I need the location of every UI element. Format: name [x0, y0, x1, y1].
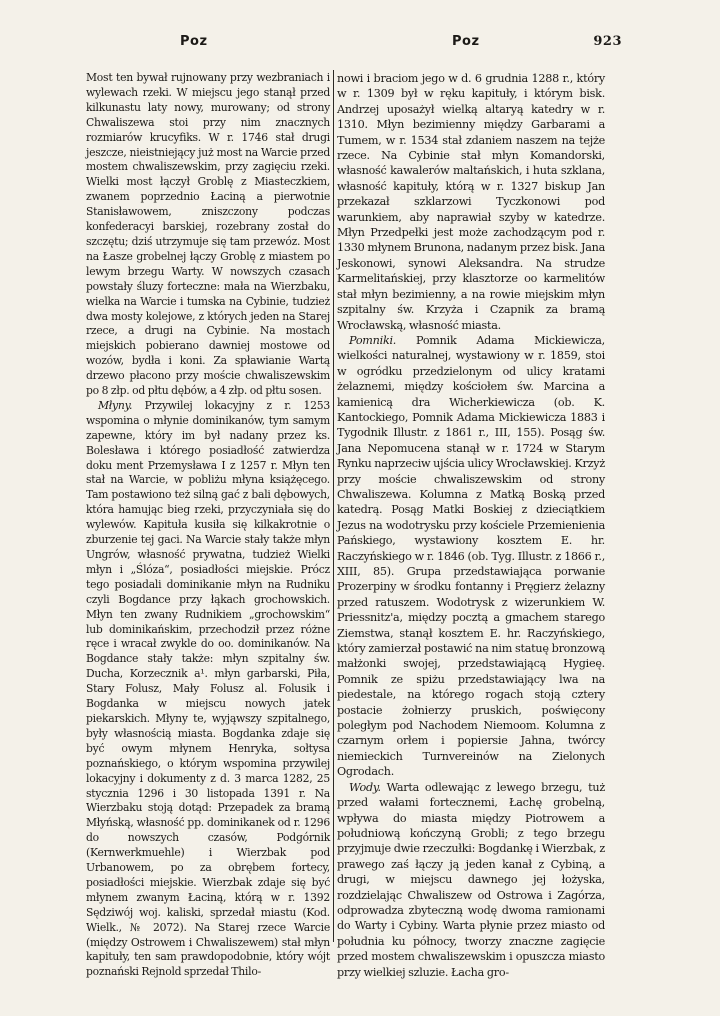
running-head-left: Poz	[180, 34, 208, 49]
paragraph-monuments	[337, 333, 605, 780]
paragraph-mills	[86, 399, 330, 980]
page-number: 923	[593, 34, 622, 49]
paragraph-waters	[337, 780, 605, 980]
section-label-monuments: Pomniki.	[349, 333, 397, 347]
right-column	[337, 71, 605, 980]
paragraph-mills-text: Przywilej lokacyjny z r. 1253 wspomina o młynie dominikanów, tym samym zapewne, który im był nadany przez ks. Bolesława i którego posiadłość zatwierdza doku ment Przemysława I z 1257 r. Młyn ten stał na Warcie, w pobliżu młyna książęcego. Tam postawiono też silną gać z bali dębowych, która hamując bieg rzeki, przyczyniała się do wylewów. Kapituła kusiła się kilkakrotnie o zburzenie tej gaci. Na Warcie stały także młyn Ungrów, własność prywatna, tudzież Wielki młyn i „Ślóza“, posiadłości miejskie. Prócz tego posiadali dominikanie młyn na Rudniku czyli Bogdance przy łąkach grochowskich. Młyn ten zwany Rudnikiem „grochowskim“ lub dominikańskim, przechodził przez różne ręce i wracał zwykle do oo. dominikanów. Na Bogdance stały także: młyn szpitalny św. Ducha, Korzecznik a¹. młyn garbarski, Piła, Stary Folusz, Mały Folusz al. Folusik i Bogdanka w miejscu nowych jatek piekarskich. Młyny te, wyjąwszy szpitalnego, były własnością miasta. Bogdanka zdaje się być owym młynem Henryka, sołtysa poznańskiego, o którym wspomina przywilej lokacyjny i dokumenty z d. 3 marca 1282, 25 stycznia 1296 i 30 listopada 1391 r. Na Wierzbaku stoją dotąd: Przepadek za bramą Młyńską, własność pp. dominikanek od r. 1296 do nowszych czasów, Podgórnik (Kernwerkmuehle) i Wierzbak pod Urbanowem, po za obrębem fortecy, posiadłości miejskie. Wierzbak zdaje się być młynem zwanym Łaciną, którą w r. 1392 Sędziwój woj. kaliski, sprzedał miastu (Kod. Wielk., № 2072). Na Starej rzece Warcie (między Ostrowem i Chwaliszewem) stał młyn kapituły, ten sam prawdopodobnie, który wójt poznański Rejnold sprzedał Thilo-	[86, 398, 330, 979]
paragraph-monuments-text: Pomnik Adama Mickiewicza, wielkości naturalnej, wystawiony w r. 1859, stoi w ogródku przedzielonym od ulicy kratami żelaznemi, między kościołem św. Marcina a kamienicą dra Wicherkiewicza (ob. K. Kantockiego, Pomnik Adama Mickiewicza 1883 i Tygodnik Illustr. z 1861 r., III, 155). Posąg św. Jana Nepomucena stanął w r. 1724 w Starym Rynku naprzeciw ujścia ulicy Wrocławskiej. Krzyż przy moście chwaliszewskim od strony Chwaliszewa. Kolumna z Matką Boską przed katedrą. Posąg Matki Boskiej z dzieciątkiem Jezus na wodotrysku przy kościele Przemienienia Pańskiego, wystawiony kosztem E. hr. Raczyńskiego w r. 1846 (ob. Tyg. Illustr. z 1866 r., XIII, 85). Grupa przedstawiająca porwanie Prozerpiny w środku fontanny i Pręgierz żelazny przed ratuszem. Wodotrysk z wizerunkiem W. Priessnitz'a, między pocztą a gmachem starego Ziemstwa, stanął kosztem E. hr. Raczyńskiego, który zamierzał postawić na nim statuę bronzową małżonki swojej, przedstawiającą Hygieę. Pomnik ze spiżu przedstawiający lwa na piedestale, na którego rogach stoją cztery postacie żołnierzy pruskich, poświęcony poległym pod Nachodem Niemoom. Kolumna z czarnym orłem i popiersie Jahna, twórcy niemieckich Turnvereinów na Zielonych Ogrodach.	[337, 333, 605, 779]
column-divider	[333, 70, 334, 942]
running-head-right: Poz	[452, 34, 480, 49]
paragraph-waters-text: Warta odlewając z lewego brzegu, tuż przed wałami fortecznemi, Łachę grobelną, wpływa do miasta między Piotrowem a południową kończyną Grobli; z tego brzegu przyjmuje dwie rzeczułki: Bogdankę i Wierzbak, z prawego zaś łączy ją jeden kanał z Cybiną, a drugi, w miejscu dawnego jej łożyska, rozdzielając Chwaliszew od Ostrowa i Zagórza, odprowadza zbyteczną wodę dwoma ramionami do Warty i Cybiny. Warta płynie przez miasto od południa ku północy, tworzy znaczne zagięcie przed mostem chwaliszewskim i opuszcza miasto przy wielkiej szluzie. Łacha gro-	[337, 780, 605, 979]
paragraph-mills-cont: nowi i braciom jego w d. 6 grudnia 1288 r., który w r. 1309 był w ręku kapituły, i którym bisk. Andrzej uposażył wielką altaryą katedry w r. 1310. Młyn bezimienny między Garbarami a Tumem, w r. 1534 stał zdaniem naszem na tejże rzece. Na Cybinie stał młyn Komandorski, własność kawalerów maltańskich, i huta szklana, własność kapituły, którą w r. 1327 biskup Jan przekazał szklarzowi Tyczkonowi pod warunkiem, aby naprawiał szyby w katedrze. Młyn Przedpełki jest może zachodzącym pod r. 1330 młynem Brunona, nadanym przez bisk. Jana Jeskonowi, synowi Aleksandra. Na strudze Karmelitańskiej, przy klasztorze oo karmelitów stał młyn bezimienny, a na rowie miejskim młyn szpitalny św. Krzyża i Czapnik za bramą Wrocławską, własność miasta.	[337, 72, 605, 332]
section-label-mills: Młyny.	[98, 398, 133, 412]
left-column	[86, 71, 330, 980]
section-label-waters: Wody.	[349, 780, 381, 794]
paragraph-bridges: Most ten bywał rujnowany przy wezbraniach i wylewach rzeki. W miejscu jego stanął przed kilkunastu laty nowy, murowany; od strony Chwaliszewa stoi przy nim znacznych rozmiarów krucyfiks. W r. 1746 stał drugi jeszcze, nieistniejący już most na Warcie przed mostem chwaliszewskim, przy zagięciu rzeki. Wielki most łączył Groblę z Miasteczkiem, zwanem poprzednio Łaciną a pierwotnie Stanisławowem, zniszczony podczas konfederacyi barskiej, rozebrany został do szczętu; dziś utrzymuje się tam przewóz. Most na Łasze grobelnej łączy Groblę z miastem po lewym brzegu Warty. W nowszych czasach powstały śluzy forteczne: mała na Wierzbaku, wielka na Warcie i tumska na Cybinie, tudzież dwa mosty kolejowe, z których jeden na Starej rzece, a drugi na Cybinie. Na mostach miejskich pobierano dawniej mostowe od wozów, bydła i koni. Za spławianie Wartą drzewo płacono przy moście chwaliszewskim po 8 złp. od płtu dębów, a 4 złp. od płtu sosen.	[86, 71, 330, 398]
